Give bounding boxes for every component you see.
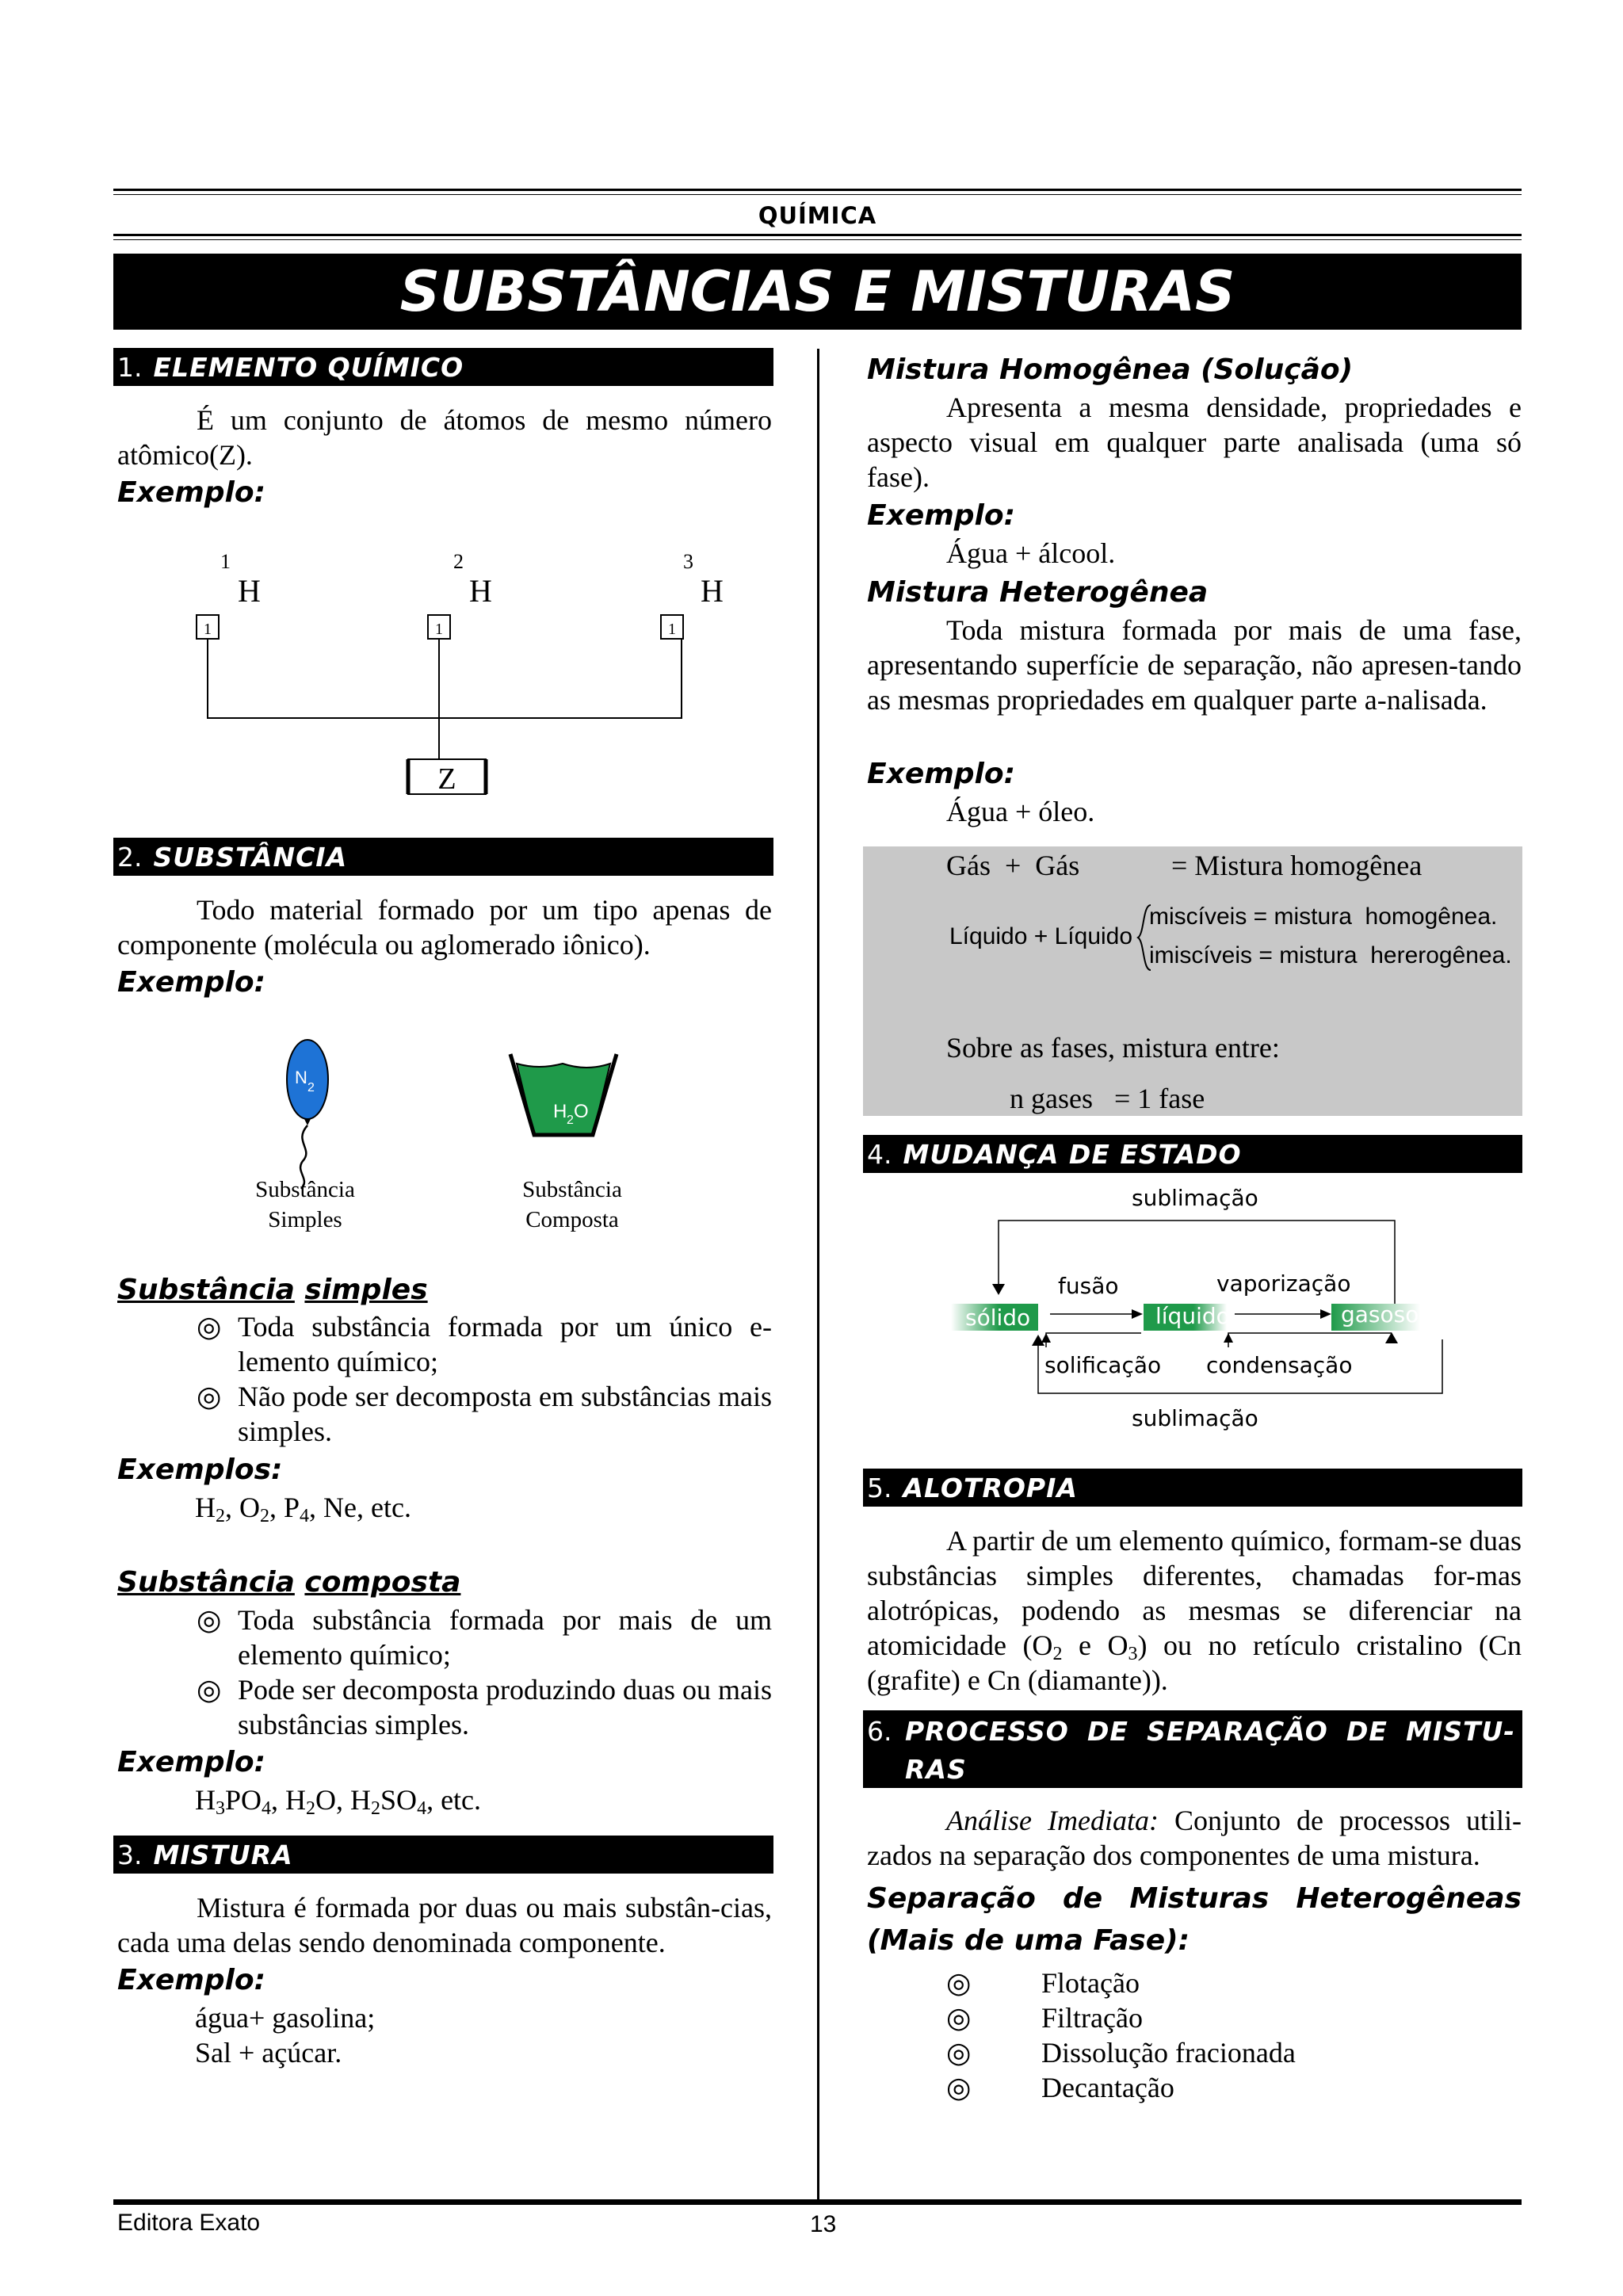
isotope-2-mass: 2 — [453, 550, 464, 573]
footer-page-number: 13 — [810, 2211, 837, 2237]
label-solid: sólido — [965, 1305, 1031, 1331]
balloon-formula: N — [295, 1068, 307, 1087]
beaker-subscript: 2 — [567, 1114, 574, 1127]
isotope-2-z: 1 — [435, 621, 443, 638]
separation-item-1 — [946, 1966, 1501, 2000]
simple-heading — [117, 1274, 428, 1306]
composite-heading — [117, 1566, 460, 1599]
sec5-text: A partir de um elemento químico, formam-se duas substâncias simples diferentes, chamadas for-mas alotrópicas, podendo as mesmas se diferenciar na atomicidade ($O_2$ e $O_3$) ou no retículo cristalino (Cn (grafite) e Cn (diamante)). — [867, 1525, 1522, 1696]
bullet-icon: ◎ — [946, 2072, 972, 2103]
section-2-number: 2. — [117, 841, 143, 873]
section-6-label-line1: PROCESSO DE SEPARAÇÃO DE MISTU- — [905, 1716, 1515, 1747]
label-liquid: líquido — [1155, 1303, 1230, 1329]
label-sublimation-bottom: sublimação — [1132, 1405, 1258, 1431]
subject-label: QUÍMICA — [758, 202, 877, 229]
bullet-icon: ◎ — [946, 2002, 972, 2034]
section-4-label: MUDANÇA DE ESTADO — [903, 1138, 1242, 1170]
section-6-number: 6. — [867, 1716, 892, 1747]
section-5-number: 5. — [867, 1472, 892, 1503]
top-rule-2 — [113, 194, 1522, 195]
composite-heading-b: composta — [304, 1566, 461, 1599]
bullet-icon: ◎ — [197, 1311, 222, 1343]
simple-examples-label: Exemplos: — [117, 1454, 283, 1486]
homogeneous-example-label: Exemplo: — [867, 499, 1015, 532]
sec3-example-2: Sal + açúcar. — [195, 2037, 342, 2069]
section-1-label: ELEMENTO QUÍMICO — [153, 351, 464, 383]
isotope-2-symbol: H — [469, 573, 492, 609]
heterogeneous-example-label: Exemplo: — [867, 758, 1015, 790]
isotope-bracket — [208, 639, 682, 718]
simple-bullet-1 — [197, 1309, 772, 1381]
heterogeneous-heading: Mistura Heterogênea — [867, 576, 1209, 609]
page-title — [113, 254, 1522, 330]
mixtures-summary-box — [863, 846, 1522, 1116]
label-solidification: solificação — [1044, 1352, 1162, 1378]
heterogeneous-example: Água + óleo. — [946, 796, 1095, 827]
homogeneous-example: Água + álcool. — [946, 537, 1116, 569]
separation-item-4-text: Decantação — [1041, 2072, 1174, 2103]
top-rule-1 — [113, 189, 1522, 191]
caption-composite-line2: Composta — [525, 1207, 619, 1232]
sec6-lead-italic: Análise Imediata: — [946, 1805, 1159, 1836]
separation-item-4 — [946, 2070, 1501, 2105]
homogeneous-text: Apresenta a mesma densidade, propriedades e aspecto visual em qualquer parte analisada (uma só fase). — [867, 392, 1522, 493]
mid-rule-1 — [113, 234, 1522, 236]
heterogeneous-text: Toda mistura formada por mais de uma fase, apresentando superfície de separação, não apresen-tando as mesmas propriedades em qualquer parte a-nalisada. — [867, 614, 1522, 716]
gas-result: = Mistura homogênea — [1171, 850, 1423, 881]
simple-examples: $H_2$, $O_2$, $P_4$, Ne, etc. — [195, 1492, 411, 1526]
separation-item-1-text: Flotação — [1041, 1967, 1140, 1999]
sec1-example-label: Exemplo: — [117, 476, 265, 509]
footer-publisher: Editora Exato — [117, 2210, 261, 2236]
section-3-header — [113, 1836, 773, 1874]
isotope-3-symbol: H — [701, 573, 724, 609]
bullet-icon: ◎ — [197, 1674, 222, 1706]
sec6-lead-text: Conjunto de processos utili-zados na separação dos componentes de uma mistura. — [867, 1805, 1522, 1871]
isotope-1-symbol: H — [238, 573, 261, 609]
label-gas: gasoso — [1341, 1301, 1419, 1328]
section-2-header — [113, 838, 773, 876]
simple-bullet-2-text: Não pode ser decomposta em substâncias mais simples. — [238, 1381, 772, 1447]
caption-composite-line1: Substância — [522, 1177, 622, 1202]
caption-simple-line1: Substância — [255, 1177, 355, 1202]
z-label: Z — [437, 762, 456, 796]
label-fusion: fusão — [1058, 1273, 1119, 1299]
liquid-immiscible: imiscíveis = mistura hererogênea. — [1149, 942, 1512, 968]
simple-heading-b: simples — [304, 1274, 428, 1306]
bullet-icon: ◎ — [946, 2037, 972, 2069]
bullet-icon: ◎ — [197, 1604, 222, 1636]
label-vaporization: vaporização — [1216, 1270, 1351, 1297]
liquid-lhs: Líquido + Líquido — [949, 923, 1133, 949]
separation-item-3-text: Dissolução fracionada — [1041, 2037, 1296, 2069]
state-change-diagram — [943, 1181, 1450, 1458]
composite-heading-a: Substância — [117, 1566, 295, 1599]
bullet-icon: ◎ — [946, 1967, 972, 1999]
section-2-label: SUBSTÂNCIA — [153, 841, 348, 873]
phases-rule: n gases = 1 fase — [1010, 1083, 1205, 1114]
composite-bullet-1 — [197, 1603, 772, 1674]
sec1-text: É um conjunto de átomos de mesmo número atômico(Z). — [117, 404, 772, 471]
label-condensation: condensação — [1206, 1352, 1353, 1378]
phases-intro: Sobre as fases, mistura entre: — [946, 1032, 1280, 1064]
sec3-example-1: água+ gasolina; — [195, 2002, 376, 2034]
caption-simple — [226, 1175, 384, 1235]
section-4-number: 4. — [867, 1138, 892, 1170]
sec3-text: Mistura é formada por duas ou mais substân-cias, cada uma delas sendo denominada componente. — [117, 1892, 772, 1958]
column-divider — [817, 349, 819, 2199]
sec2-text: Todo material formado por um tipo apenas de componente (molécula ou aglomerado iônico). — [117, 894, 772, 961]
separation-item-2-text: Filtração — [1041, 2002, 1143, 2034]
section-5-header — [863, 1469, 1522, 1507]
sec6-subheading-line1: Separação de Misturas Heterogêneas — [867, 1882, 1522, 1915]
liquid-miscible: miscíveis = mistura homogênea. — [1149, 904, 1498, 930]
page-title-text: SUBSTÂNCIAS E MISTURAS — [399, 259, 1235, 324]
section-6-header — [863, 1710, 1522, 1788]
isotope-diagram — [182, 539, 737, 808]
sec6-subheading-line2: (Mais de uma Fase): — [867, 1924, 1190, 1957]
section-1-number: 1. — [117, 351, 143, 383]
separation-item-3 — [946, 2035, 1501, 2070]
section-3-number: 3. — [117, 1839, 143, 1870]
section-1-header — [113, 348, 773, 386]
section-4-header — [863, 1135, 1522, 1173]
caption-simple-line2: Simples — [268, 1207, 342, 1232]
homogeneous-heading: Mistura Homogênea (Solução) — [867, 353, 1354, 386]
balloon-subscript: 2 — [307, 1081, 315, 1095]
sec6-lead — [867, 1803, 1522, 1873]
isotope-1-mass: 1 — [220, 550, 231, 573]
simple-bullet-1-text: Toda substância formada por um único e-lemento químico; — [238, 1311, 772, 1377]
gas-line: Gás + Gás — [946, 850, 1080, 881]
section-3-label: MISTURA — [153, 1839, 293, 1870]
bullet-icon: ◎ — [197, 1381, 222, 1412]
section-6-label-line2: RAS — [905, 1754, 967, 1785]
beaker-formula: H — [553, 1101, 567, 1122]
separation-item-2 — [946, 2000, 1501, 2035]
section-5-label: ALOTROPIA — [903, 1472, 1078, 1503]
footer-rule — [113, 2199, 1522, 2205]
composite-bullet-2 — [197, 1672, 772, 1744]
isotope-3-mass: 3 — [683, 550, 693, 573]
composite-examples: $H_3PO_4$, $H_2O$, $H_2SO_4$, etc. — [195, 1784, 482, 1819]
composite-example-label: Exemplo: — [117, 1746, 265, 1778]
beaker-tail: O — [574, 1101, 589, 1122]
mid-rule-2 — [113, 239, 1522, 240]
sec2-example-label: Exemplo: — [117, 966, 265, 999]
isotope-3-z: 1 — [668, 621, 676, 638]
label-sublimation-top: sublimação — [1132, 1185, 1258, 1211]
simple-heading-a: Substância — [117, 1274, 295, 1306]
simple-bullet-2 — [197, 1379, 772, 1450]
beaker-icon — [510, 1054, 617, 1135]
composite-bullet-1-text: Toda substância formada por mais de um elemento químico; — [238, 1604, 772, 1671]
sec3-example-label: Exemplo: — [117, 1964, 265, 1996]
caption-composite — [493, 1175, 651, 1235]
balloon-icon — [287, 1040, 328, 1189]
isotope-1-z: 1 — [204, 621, 212, 638]
composite-bullet-2-text: Pode ser decomposta produzindo duas ou mais substâncias simples. — [238, 1674, 772, 1740]
